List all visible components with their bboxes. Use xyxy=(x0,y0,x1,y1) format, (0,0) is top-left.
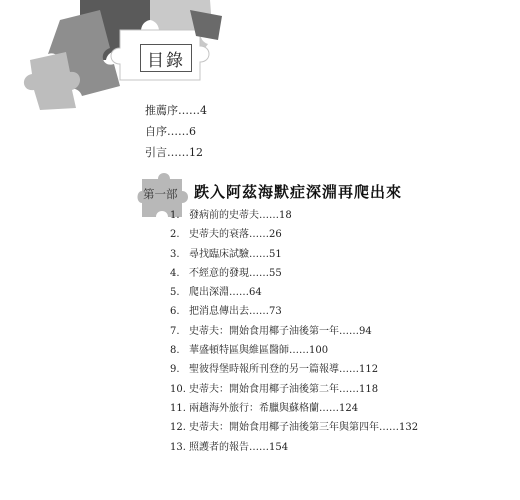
chapter-number: 3. xyxy=(170,248,180,260)
chapter-item[interactable] xyxy=(170,380,418,399)
chapter-number: 4. xyxy=(170,267,180,279)
front-matter-item-preface[interactable]: 自序……6 xyxy=(145,125,196,138)
chapter-list xyxy=(170,206,418,457)
chapter-title: 史蒂夫：開始食用椰子油後第二年……118 xyxy=(189,383,379,395)
chapter-item[interactable] xyxy=(170,438,418,457)
chapter-item[interactable] xyxy=(170,206,418,225)
chapter-number: 13. xyxy=(170,441,186,453)
chapter-number: 10. xyxy=(170,383,186,395)
chapter-title: 聖彼得堡時報所刊登的另一篇報導……112 xyxy=(189,364,379,376)
chapter-title: 發病前的史蒂夫……18 xyxy=(189,210,292,221)
chapter-title: 不經意的發現……55 xyxy=(189,267,282,279)
chapter-item[interactable] xyxy=(170,302,418,321)
front-matter-list xyxy=(145,100,207,163)
front-matter-item-introduction[interactable]: 引言……12 xyxy=(145,146,203,159)
chapter-number: 5. xyxy=(170,287,180,299)
front-matter-item-preface-recommend[interactable]: 推薦序……4 xyxy=(145,104,207,117)
chapter-title: 爬出深淵……64 xyxy=(189,287,262,299)
chapter-title: 兩趟海外旅行：希臘與蘇格蘭……124 xyxy=(189,402,359,414)
chapter-title: 照護者的報告……154 xyxy=(189,441,289,453)
chapter-title: 史蒂夫：開始食用椰子油後第三年與第四年……132 xyxy=(189,422,419,434)
chapter-title: 把消息傳出去……73 xyxy=(189,306,282,318)
toc-title: 目錄 xyxy=(140,44,192,72)
chapter-number: 7. xyxy=(170,325,180,337)
chapter-title: 史蒂夫：開始食用椰子油後第一年……94 xyxy=(189,325,372,337)
chapter-item[interactable] xyxy=(170,418,418,437)
chapter-title: 尋找臨床試驗……51 xyxy=(189,248,282,260)
chapter-number: 12. xyxy=(170,422,186,434)
chapter-number: 1. xyxy=(170,210,180,221)
chapter-number: 2. xyxy=(170,229,180,241)
part-label: 第一部 xyxy=(143,187,178,201)
chapter-item[interactable] xyxy=(170,399,418,418)
chapter-item[interactable] xyxy=(170,360,418,379)
chapter-item[interactable] xyxy=(170,264,418,283)
chapter-number: 6. xyxy=(170,306,180,318)
chapter-item[interactable] xyxy=(170,283,418,302)
chapter-number: 11. xyxy=(170,402,186,414)
chapter-number: 8. xyxy=(170,345,180,357)
puzzle-pieces-icon xyxy=(0,0,230,110)
chapter-item[interactable] xyxy=(170,245,418,264)
chapter-title: 史蒂夫的衰落……26 xyxy=(189,229,282,241)
chapter-item[interactable] xyxy=(170,341,418,360)
chapter-title: 華盛頓特區與維區醫師……100 xyxy=(189,345,329,357)
part-title: 跌入阿茲海默症深淵再爬出來 xyxy=(194,183,403,201)
chapter-item[interactable] xyxy=(170,225,418,244)
chapter-number: 9. xyxy=(170,364,180,376)
chapter-item[interactable] xyxy=(170,322,418,341)
